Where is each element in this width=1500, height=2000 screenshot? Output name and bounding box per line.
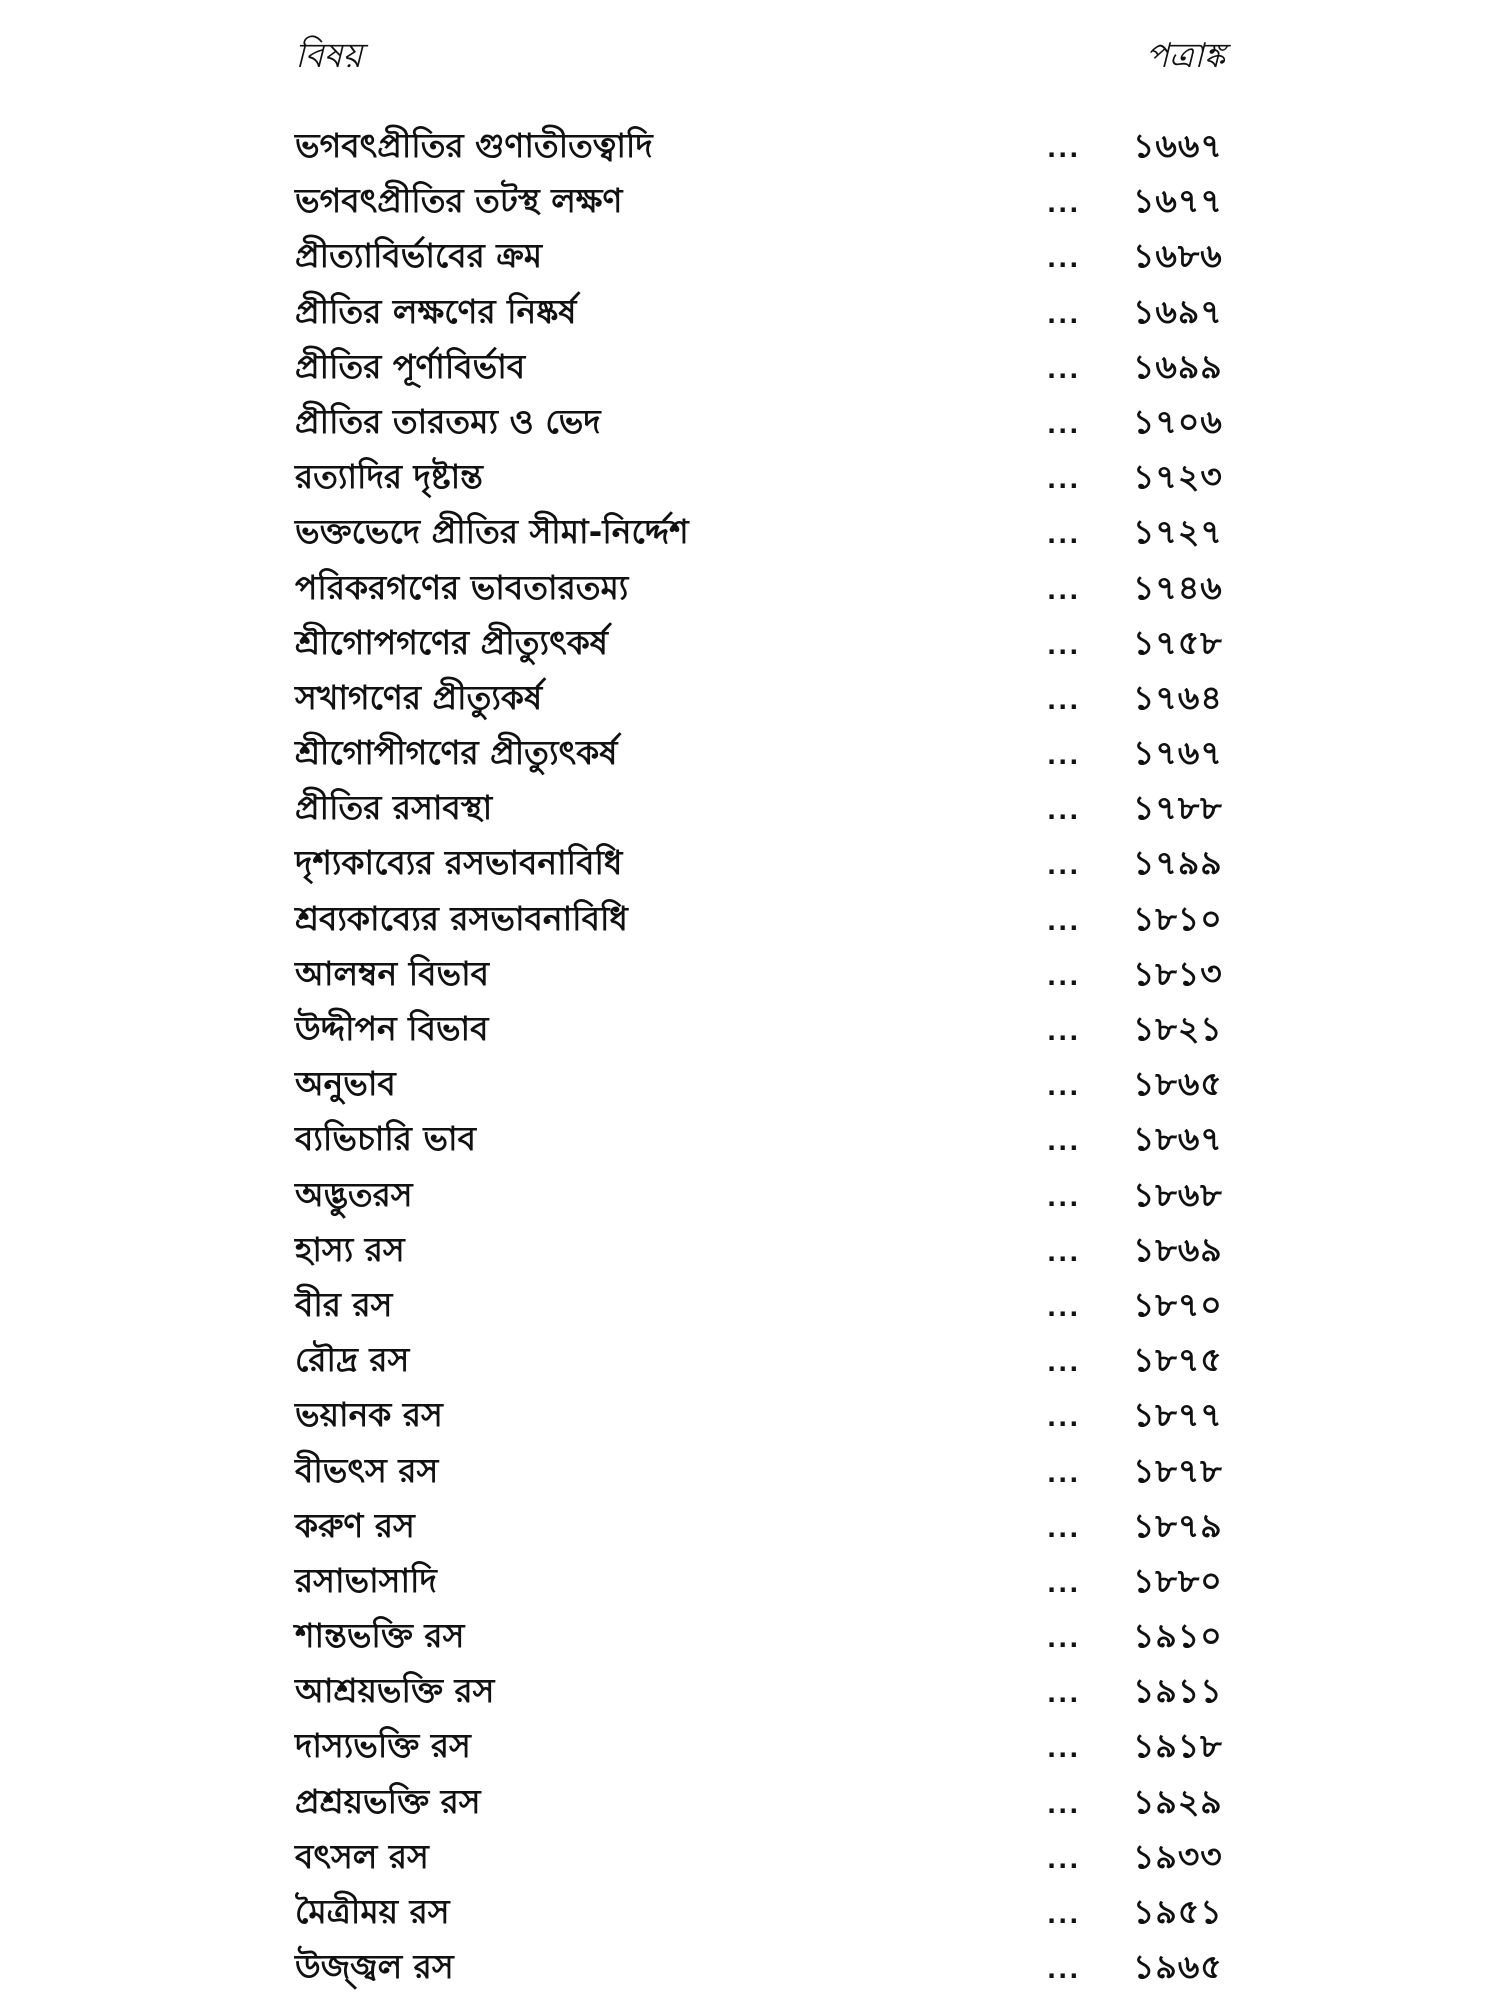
toc-entry-title: ভক্তভেদে প্রীতির সীমা-নির্দ্দেশ <box>295 512 689 552</box>
toc-entry-title: প্রীতির পূর্ণাবির্ভাব <box>295 346 526 386</box>
table-of-contents <box>295 118 1225 1994</box>
toc-entry-page: ১৭৪৬ <box>1133 567 1223 607</box>
toc-entry-title: রৌদ্র রস <box>295 1340 410 1380</box>
toc-leader-dots: ... <box>1047 1514 1081 1543</box>
toc-entry <box>295 1718 1225 1773</box>
toc-leader-dots: ... <box>1047 1073 1081 1102</box>
toc-entry-page: ১৬৬৭ <box>1133 126 1223 165</box>
toc-entry-title: শ্রীগোপীগণের প্রীত্যুৎকর্ষ <box>295 733 618 773</box>
toc-entry-page: ১৬৮৬ <box>1133 236 1223 276</box>
toc-header <box>295 30 1225 90</box>
toc-entry <box>295 1167 1225 1222</box>
toc-leader-dots: ... <box>1047 1183 1081 1212</box>
toc-leader-dots: ... <box>1047 355 1081 384</box>
toc-entry-page: ১৭৯৯ <box>1133 843 1223 883</box>
toc-entry-title: দাস্যভক্তি রস <box>295 1726 471 1766</box>
toc-entry-title: বীর রস <box>295 1284 393 1324</box>
toc-leader-dots: ... <box>1047 1349 1081 1378</box>
toc-leader-dots: ... <box>1047 1735 1081 1764</box>
toc-entry-page: ১৯১১ <box>1133 1671 1223 1711</box>
toc-leader-dots: ... <box>1047 1238 1081 1267</box>
toc-entry-page: ১৮৭৮ <box>1133 1450 1223 1490</box>
toc-entry <box>295 1829 1225 1884</box>
toc-entry-page: ১৭০৬ <box>1133 401 1223 441</box>
toc-leader-dots: ... <box>1047 1404 1081 1433</box>
toc-entry-title: দৃশ্যকাব্যের রসভাবনাবিধি <box>295 843 623 883</box>
toc-entry-page: ১৮২১ <box>1133 1009 1223 1048</box>
toc-leader-dots: ... <box>1047 1569 1081 1598</box>
toc-leader-dots: ... <box>1047 521 1081 550</box>
toc-entry <box>295 780 1225 835</box>
toc-entry <box>295 1608 1225 1663</box>
toc-entry-page: ১৭২৭ <box>1133 512 1223 552</box>
toc-entry-page: ১৬৯৯ <box>1133 346 1223 386</box>
toc-entry <box>295 1001 1225 1056</box>
toc-entry-title: ভয়ানক রস <box>295 1395 443 1435</box>
toc-entry-title: আলম্বন বিভাব <box>295 953 490 993</box>
toc-entry-title: রত্যাদির দৃষ্টান্ত <box>295 457 483 497</box>
toc-entry-page: ১৮৬৫ <box>1133 1064 1223 1104</box>
toc-entry-page: ১৯৫১ <box>1133 1892 1223 1931</box>
toc-entry <box>295 1387 1225 1442</box>
toc-entry <box>295 1774 1225 1829</box>
toc-entry-page: ১৭৫৮ <box>1133 622 1223 662</box>
toc-entry-page: ১৬৯৭ <box>1133 291 1223 331</box>
toc-entry-title: সখাগণের প্রীত্যুকর্ষ <box>295 677 543 717</box>
toc-entry <box>295 615 1225 670</box>
toc-leader-dots: ... <box>1047 1680 1081 1709</box>
toc-leader-dots: ... <box>1047 1293 1081 1322</box>
toc-entry <box>295 1332 1225 1387</box>
toc-leader-dots: ... <box>1047 466 1081 495</box>
toc-entry-title: প্রশ্রয়ভক্তি রস <box>295 1781 481 1821</box>
toc-entry-title: হাস্য রস <box>295 1229 405 1269</box>
toc-entry-title: পরিকরগণের ভাবতারতম্য <box>295 567 629 607</box>
toc-entry <box>295 1498 1225 1553</box>
toc-entry-page: ১৭২৩ <box>1133 457 1223 497</box>
toc-leader-dots: ... <box>1047 300 1081 329</box>
toc-leader-dots: ... <box>1047 1459 1081 1488</box>
toc-entry-title: ব্যভিচারি ভাব <box>295 1119 476 1159</box>
toc-leader-dots: ... <box>1047 1790 1081 1819</box>
toc-entry <box>295 504 1225 559</box>
page-column-label: পত্রাঙ্ক <box>1145 36 1225 76</box>
toc-leader-dots: ... <box>1047 1956 1081 1985</box>
toc-entry <box>295 173 1225 228</box>
toc-entry <box>295 1056 1225 1111</box>
toc-leader-dots: ... <box>1047 1018 1081 1046</box>
toc-entry-page: ১৮৬৯ <box>1133 1229 1223 1269</box>
toc-entry-title: শ্রব্যকাব্যের রসভাবনাবিধি <box>295 898 628 938</box>
toc-leader-dots: ... <box>1047 797 1081 826</box>
toc-entry <box>295 394 1225 449</box>
toc-entry-page: ১৮৭৫ <box>1133 1340 1223 1380</box>
toc-entry <box>295 1222 1225 1277</box>
toc-entry-title: রসাভাসাদি <box>295 1560 437 1600</box>
toc-leader-dots: ... <box>1047 135 1081 163</box>
toc-entry <box>295 1939 1225 1994</box>
toc-entry-page: ১৮৮০ <box>1133 1560 1223 1600</box>
toc-entry-title: প্রীতির লক্ষণের নিষ্কর্ষ <box>295 291 577 331</box>
toc-entry <box>295 725 1225 780</box>
toc-entry <box>295 1277 1225 1332</box>
toc-leader-dots: ... <box>1047 962 1081 991</box>
toc-leader-dots: ... <box>1047 631 1081 660</box>
toc-entry <box>295 1884 1225 1939</box>
toc-entry-title: আশ্রয়ভক্তি রস <box>295 1671 495 1711</box>
toc-entry-title: অনুভাব <box>295 1064 396 1104</box>
toc-entry <box>295 449 1225 504</box>
toc-entry-page: ১৯৩৩ <box>1133 1836 1223 1876</box>
toc-entry <box>295 891 1225 946</box>
toc-entry-page: ১৭৬৭ <box>1133 733 1223 773</box>
toc-entry <box>295 1443 1225 1498</box>
toc-entry <box>295 284 1225 339</box>
toc-entry-page: ১৮৭০ <box>1133 1284 1223 1324</box>
toc-entry-title: প্রীতির রসাবস্থা <box>295 788 493 828</box>
toc-leader-dots: ... <box>1047 410 1081 439</box>
toc-leader-dots: ... <box>1047 742 1081 771</box>
toc-entry <box>295 339 1225 394</box>
toc-entry-title: ভগবৎপ্রীতির গুণাতীতত্বাদি <box>295 126 653 165</box>
toc-entry-title: উজ্জ্বল রস <box>295 1947 454 1987</box>
toc-entry <box>295 1663 1225 1718</box>
subject-column-label: বিষয় <box>295 36 363 76</box>
toc-leader-dots: ... <box>1047 245 1081 274</box>
toc-entry-page: ১৮৭৭ <box>1133 1395 1223 1435</box>
toc-entry-title: বীভৎস রস <box>295 1450 439 1490</box>
toc-entry-page: ১৯২৯ <box>1133 1781 1223 1821</box>
toc-entry-title: শ্রীগোপগণের প্রীত্যুৎকর্ষ <box>295 622 608 662</box>
toc-entry-page: ১৮১০ <box>1133 898 1223 938</box>
toc-entry-title: করুণ রস <box>295 1505 415 1545</box>
toc-leader-dots: ... <box>1047 852 1081 881</box>
toc-entry-page: ১৮৭৯ <box>1133 1505 1223 1545</box>
toc-entry-page: ১৮৬৮ <box>1133 1174 1223 1214</box>
toc-entry-title: অদ্ভুতরস <box>295 1174 413 1214</box>
toc-entry <box>295 228 1225 283</box>
toc-leader-dots: ... <box>1047 686 1081 715</box>
toc-entry <box>295 1553 1225 1608</box>
toc-entry-page: ১৬৭৭ <box>1133 181 1223 221</box>
toc-leader-dots: ... <box>1047 907 1081 936</box>
toc-entry-title: শান্তভক্তি রস <box>295 1616 465 1656</box>
toc-entry-title: উদ্দীপন বিভাব <box>295 1009 489 1048</box>
toc-entry-page: ১৭৮৮ <box>1133 788 1223 828</box>
toc-entry-title: মৈত্রীময় রস <box>295 1892 450 1931</box>
toc-entry-title: বৎসল রস <box>295 1836 429 1876</box>
toc-entry-title: ভগবৎপ্রীতির তটস্থ লক্ষণ <box>295 181 623 221</box>
toc-entry <box>295 670 1225 725</box>
toc-leader-dots: ... <box>1047 1128 1081 1157</box>
toc-entry-page: ১৭৬৪ <box>1133 677 1223 717</box>
toc-entry <box>295 946 1225 1001</box>
toc-entry <box>295 118 1225 173</box>
toc-leader-dots: ... <box>1047 1625 1081 1654</box>
toc-entry-page: ১৯১০ <box>1133 1616 1223 1656</box>
toc-entry <box>295 835 1225 890</box>
toc-entry-title: প্রীতির তারতম্য ও ভেদ <box>295 401 601 441</box>
toc-leader-dots: ... <box>1047 1901 1081 1929</box>
toc-entry-page: ১৯১৮ <box>1133 1726 1223 1766</box>
toc-entry <box>295 1111 1225 1166</box>
toc-entry-page: ১৮১৩ <box>1133 953 1223 993</box>
toc-entry-title: প্রীত্যাবির্ভাবের ক্রম <box>295 236 543 276</box>
toc-leader-dots: ... <box>1047 576 1081 605</box>
toc-entry-page: ১৯৬৫ <box>1133 1947 1223 1987</box>
toc-entry-page: ১৮৬৭ <box>1133 1119 1223 1159</box>
toc-entry <box>295 560 1225 615</box>
toc-leader-dots: ... <box>1047 190 1081 219</box>
toc-leader-dots: ... <box>1047 1845 1081 1874</box>
